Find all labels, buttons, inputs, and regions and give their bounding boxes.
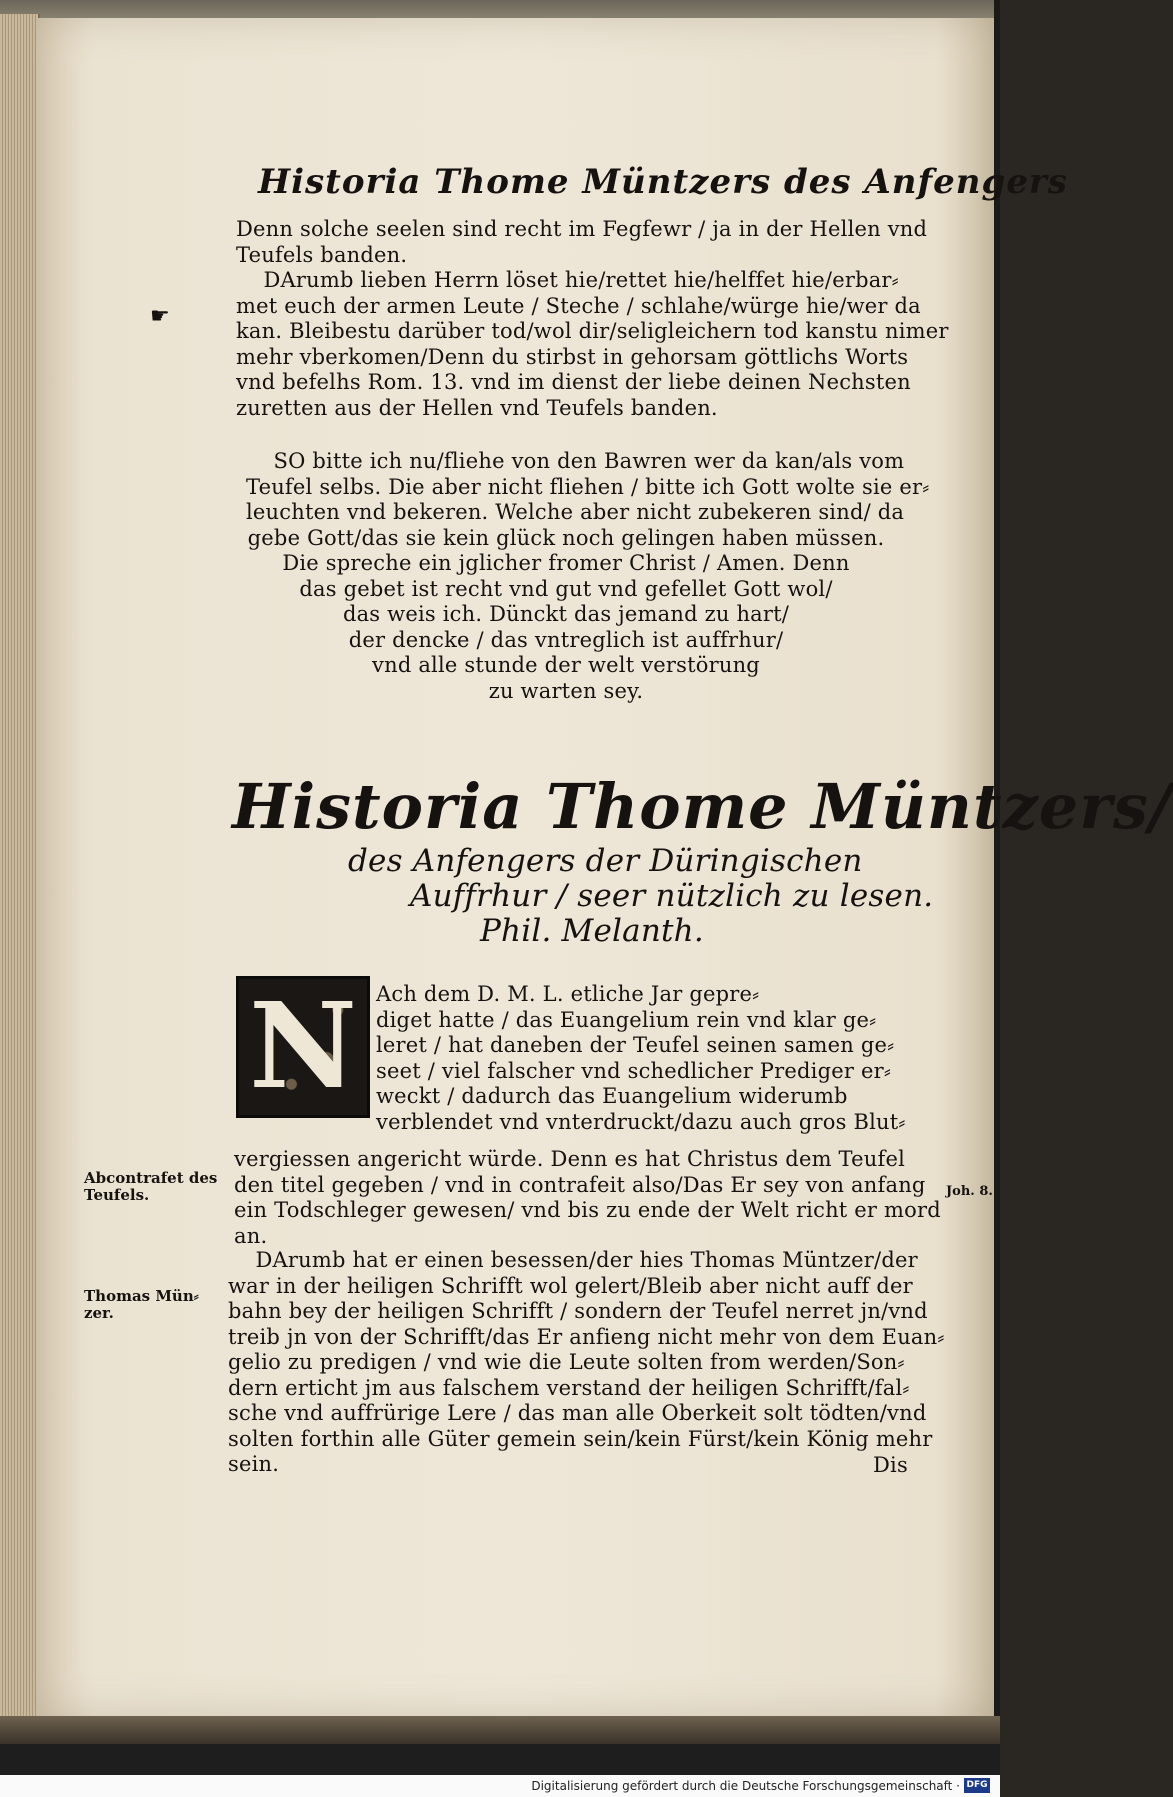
text-line: treib jn von der Schrifft/das Er anfieng nicht mehr von dem Euan⸗ xyxy=(228,1324,945,1349)
text-line: gebe Gott/das sie kein glück noch gelingen haben müssen. xyxy=(247,525,885,550)
paragraph-1 xyxy=(236,217,949,421)
running-head: Historia Thome Müntzers des Anfengers xyxy=(258,162,1068,202)
text-line: vergiessen angericht würde. Denn es hat Christus dem Teufel xyxy=(234,1147,906,1171)
initial-letter: N xyxy=(249,976,357,1115)
text-line: der dencke / das vntreglich ist auffrhur/ xyxy=(348,627,784,652)
page-title: Historia Thome Müntzers/ xyxy=(232,770,1173,843)
subtitle-line-2: Auffrhur / seer nützlich zu lesen. xyxy=(410,878,934,914)
text-line: zuretten aus der Hellen vnd Teufels banden. xyxy=(236,395,718,420)
subtitle-line-1: des Anfengers der Düringischen xyxy=(348,843,863,879)
margin-line: Abcontrafet des xyxy=(84,1169,218,1187)
text-line: Die spreche ein jglicher fromer Christ / Amen. Denn xyxy=(282,551,850,575)
decorated-initial xyxy=(236,976,370,1118)
dfg-logo: DFG xyxy=(964,1778,990,1793)
text-line: kan. Bleibestu darüber tod/wol dir/seligleichern tod kanstu nimer xyxy=(236,319,949,343)
pointing-hand-icon: ☛ xyxy=(150,304,170,329)
margin-line: zer. xyxy=(84,1304,114,1322)
text-line: an. xyxy=(234,1223,268,1248)
text-line: weckt / dadurch das Euangelium widerumb xyxy=(376,1084,848,1108)
text-line: DArumb lieben Herrn löset hie/rettet hie/helffet hie/erbar⸗ xyxy=(236,268,899,292)
body-paragraph-c xyxy=(228,1248,945,1478)
text-line: den titel gegeben / vnd in contrafeit also/Das Er sey von anfang xyxy=(234,1172,926,1197)
book-bottom-edge xyxy=(0,1716,1000,1744)
text-line: war in der heiligen Schrifft wol gelert/Bleib aber nicht auff der xyxy=(228,1273,913,1298)
text-line: mehr vberkomen/Denn du stirbst in gehorsam göttlichs Worts xyxy=(236,344,909,369)
funding-notice: Digitalisierung gefördert durch die Deutsche Forschungsgemeinschaft · xyxy=(531,1779,960,1793)
text-line: verblendet vnd vnterdruckt/dazu auch gros Blut⸗ xyxy=(376,1109,906,1134)
subtitle-line-3: Phil. Melanth. xyxy=(480,913,704,949)
text-line: das gebet ist recht vnd gut vnd gefellet Gott wol/ xyxy=(299,576,833,601)
text-line: diget hatte / das Euangelium rein vnd klar ge⸗ xyxy=(376,1007,877,1032)
text-line: solten forthin alle Güter gemein sein/kein Fürst/kein König mehr xyxy=(228,1426,933,1451)
marginal-note-muentzer xyxy=(84,1288,199,1322)
marginal-note-teufel xyxy=(84,1170,217,1204)
page-stack-edge xyxy=(0,14,40,1726)
book-right-edge xyxy=(994,0,1000,1797)
text-line: ein Todschleger gewesen/ vnd bis zu ende der Welt richt er mord xyxy=(234,1198,941,1222)
text-line: SO bitte ich nu/fliehe von den Bawren wer da kan/als vom xyxy=(246,449,905,473)
paragraph-2 xyxy=(246,449,930,704)
text-line: vnd befelhs Rom. 13. vnd im dienst der liebe deinen Nechsten xyxy=(236,370,911,394)
text-line: Ach dem D. M. L. etliche Jar gepre⸗ xyxy=(376,982,760,1006)
body-paragraph-b xyxy=(234,1147,941,1249)
text-line: leret / hat daneben der Teufel seinen samen ge⸗ xyxy=(376,1033,895,1057)
text-line: sein. xyxy=(228,1452,280,1476)
text-line: gelio zu predigen / vnd wie die Leute solten from werden/Son⸗ xyxy=(228,1350,905,1374)
text-line: zu warten sey. xyxy=(488,678,644,703)
text-line: Teufel selbs. Die aber nicht fliehen / bitte ich Gott wolte sie er⸗ xyxy=(246,474,930,499)
text-line: met euch der armen Leute / Steche / schlahe/würge hie/wer da xyxy=(236,293,921,318)
text-line: Teufels banden. xyxy=(236,242,408,267)
margin-line: Teufels. xyxy=(84,1186,150,1204)
text-line: das weis ich. Dünckt das jemand zu hart/ xyxy=(342,602,790,626)
catchword: Dis xyxy=(873,1453,908,1477)
text-line: sche vnd auffrürige Lere / das man alle Oberkeit solt tödten/vnd xyxy=(228,1401,927,1425)
marginal-reference: Joh. 8. xyxy=(946,1184,993,1199)
margin-line: Thomas Mün⸗ xyxy=(84,1287,199,1305)
text-line: bahn bey der heiligen Schrifft / sondern der Teufel nerret jn/vnd xyxy=(228,1299,928,1323)
text-line: DArumb hat er einen besessen/der hies Thomas Müntzer/der xyxy=(228,1248,918,1272)
text-line: vnd alle stunde der welt verstörung xyxy=(372,653,760,677)
text-line: Denn solche seelen sind recht im Fegfewr / ja in der Hellen vnd xyxy=(236,217,928,241)
text-line: leuchten vnd bekeren. Welche aber nicht zubekeren sind/ da xyxy=(246,500,905,524)
text-line: seet / viel falscher vnd schedlicher Prediger er⸗ xyxy=(376,1058,892,1083)
text-line: dern erticht jm aus falschem verstand der heiligen Schrifft/fal⸗ xyxy=(228,1375,910,1400)
body-paragraph-a xyxy=(376,982,906,1135)
